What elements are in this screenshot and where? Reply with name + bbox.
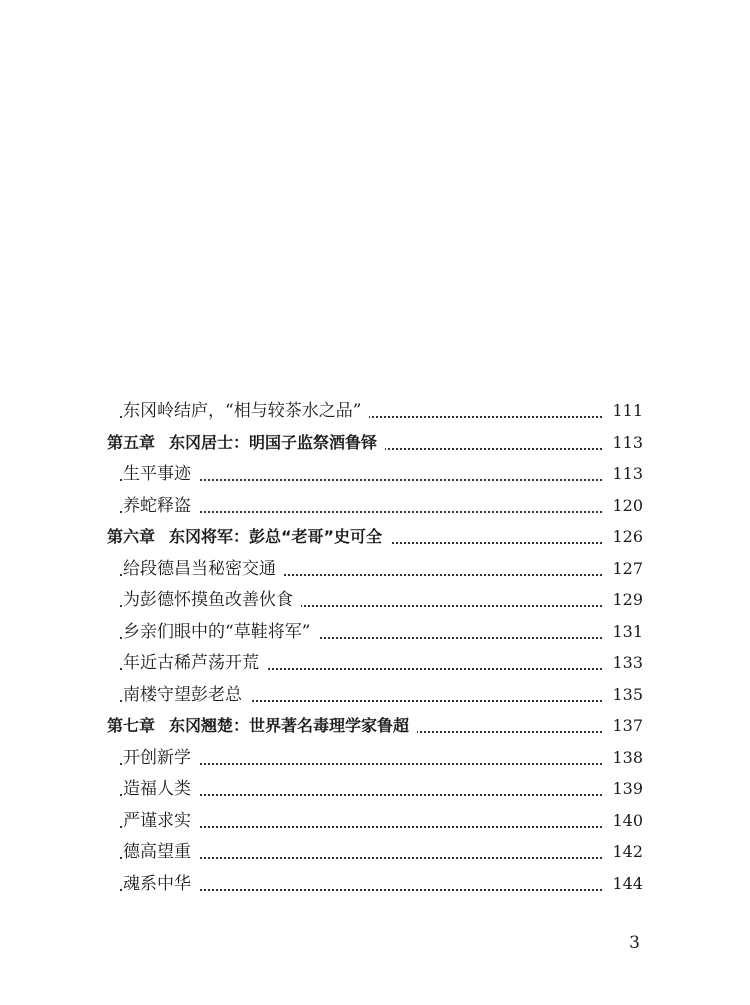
- toc-entry-title: 乡亲们眼中的“草鞋将军”: [123, 621, 318, 643]
- toc-entry-page: 142: [603, 841, 643, 863]
- toc-entry-page: 135: [603, 684, 643, 706]
- toc-entry: [0, 396, 750, 428]
- toc-chapter-number: 第七章: [107, 716, 156, 735]
- toc-entry: [0, 617, 750, 649]
- toc-entry-page: 129: [603, 589, 643, 611]
- page-number: 3: [629, 933, 640, 953]
- toc-entry-title: 年近古稀芦荡开荒: [123, 652, 267, 674]
- toc-entry-title: 造福人类: [123, 778, 199, 800]
- toc-entry-title: 东冈岭结庐，“相与较茶水之品”: [123, 400, 369, 422]
- toc-entry-page: 126: [603, 526, 643, 548]
- toc-chapter-title: 东冈翘楚：世界著名毒理学家鲁超: [169, 716, 410, 735]
- toc-entry-title: 生平事迹: [123, 463, 199, 485]
- toc-chapter-heading: [107, 432, 385, 454]
- toc-entry-title: 为彭德怀摸鱼改善伙食: [123, 589, 301, 611]
- toc-entry-page: 127: [603, 558, 643, 580]
- toc-entry-page: 137: [603, 715, 643, 737]
- toc-entry-page: 113: [603, 432, 643, 454]
- toc-entry-page: 111: [603, 400, 643, 422]
- toc-entry: [0, 869, 750, 901]
- toc-entry-page: 140: [603, 810, 643, 832]
- toc-entry-title: 养蛇释盗: [123, 495, 199, 517]
- toc-entry-page: 144: [603, 873, 643, 895]
- toc-entry-page: 133: [603, 652, 643, 674]
- toc-entry: [0, 806, 750, 838]
- toc-entry: [0, 554, 750, 586]
- toc-chapter: [0, 522, 750, 554]
- table-of-contents: [0, 396, 750, 900]
- toc-chapter-heading: [107, 715, 417, 737]
- toc-entry: [0, 585, 750, 617]
- toc-entry: [0, 837, 750, 869]
- toc-entry: [0, 774, 750, 806]
- toc-entry-page: 138: [603, 747, 643, 769]
- toc-entry: [0, 680, 750, 712]
- toc-entry-title: 德高望重: [123, 841, 199, 863]
- toc-entry-title: 魂系中华: [123, 873, 199, 895]
- toc-entry: [0, 743, 750, 775]
- toc-entry: [0, 459, 750, 491]
- toc-chapter-title: 东冈居士：明国子监祭酒鲁铎: [169, 432, 378, 452]
- toc-entry-page: 120: [603, 495, 643, 517]
- toc-entry-page: 113: [603, 463, 643, 485]
- toc-entry-page: 131: [603, 621, 643, 643]
- toc-entry-title: 南楼守望彭老总: [123, 684, 250, 706]
- toc-entry-title: 开创新学: [123, 747, 199, 769]
- toc-entry-title: 严谨求实: [123, 810, 199, 832]
- toc-entry: [0, 491, 750, 523]
- toc-chapter: [0, 711, 750, 743]
- toc-chapter-number: 第六章: [107, 527, 156, 546]
- toc-entry: [0, 648, 750, 680]
- toc-chapter-number: 第五章: [107, 432, 156, 452]
- toc-entry-title: 给段德昌当秘密交通: [123, 558, 284, 580]
- toc-chapter: [0, 428, 750, 460]
- toc-chapter-heading: [107, 526, 390, 548]
- toc-chapter-title: 东冈将军：彭总“老哥”史可全: [169, 527, 383, 546]
- toc-entry-page: 139: [603, 778, 643, 800]
